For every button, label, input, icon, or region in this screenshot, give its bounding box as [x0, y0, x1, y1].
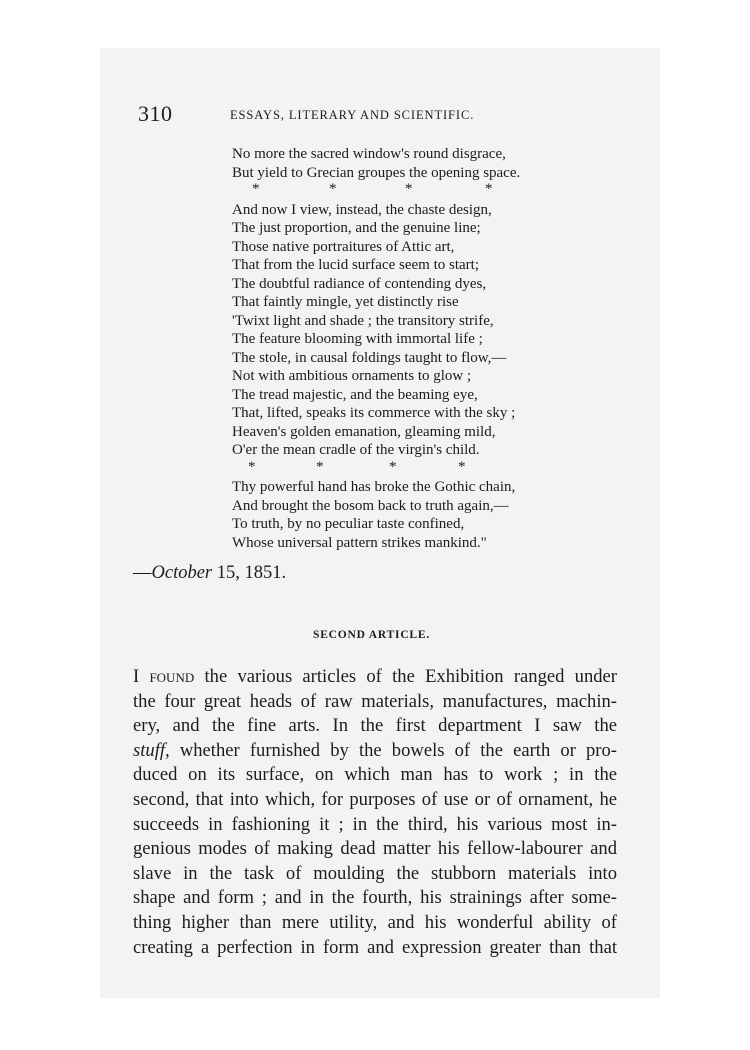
asterisk: * — [252, 181, 260, 197]
dateline-dash: — — [133, 563, 152, 583]
italic-word: stuff, — [133, 739, 170, 761]
body-line-text: whether furnished by the bowels of the earth or pro- — [169, 739, 617, 761]
body-line: genious modes of making dead matter his fellow-labourer and — [133, 838, 617, 860]
body-line — [133, 739, 617, 764]
asterism — [232, 460, 572, 479]
dateline-day-year: 15, 1851. — [212, 563, 287, 583]
poem-line: No more the sacred window's round disgrace, — [232, 146, 506, 162]
poem-line: That faintly mingle, yet distinctly rise — [232, 294, 459, 310]
poem-line: The tread majestic, and the beaming eye, — [232, 386, 478, 403]
poem-line: And now I view, instead, the chaste design, — [232, 201, 492, 218]
poem-line: That from the lucid surface seem to start; — [232, 257, 479, 273]
drop-lead: I found — [133, 666, 195, 687]
asterisk: * — [485, 181, 493, 197]
poem-line: Whose universal pattern strikes mankind." — [232, 534, 487, 551]
poem-line: The just proportion, and the genuine line; — [232, 220, 481, 236]
poem-line: Heaven's golden emanation, gleaming mild, — [232, 423, 496, 440]
poem-line: And brought the bosom back to truth again,— — [232, 497, 509, 514]
body-line: shape and form ; and in the fourth, his strainings after some- — [133, 887, 617, 909]
body-line: creating a perfection in form and expression greater than that — [133, 936, 617, 958]
asterisk: * — [389, 458, 397, 475]
asterisk: * — [458, 458, 466, 475]
poem-line: The stole, in causal foldings taught to flow,— — [232, 349, 507, 366]
poem-line: That, lifted, speaks its commerce with the sky ; — [232, 405, 516, 421]
dateline — [133, 563, 286, 584]
poem-line: 'Twixt light and shade ; the transitory strife, — [232, 312, 494, 329]
poem-block — [232, 145, 572, 552]
dateline-month: October — [151, 563, 213, 583]
body-line: duced on its surface, on which man has to work ; in the — [133, 764, 617, 786]
asterism — [232, 182, 572, 201]
body-line: succeeds in fashioning it ; in the third, his various most in- — [133, 813, 617, 835]
asterisk: * — [316, 458, 324, 475]
body-line: thing higher than mere utility, and his wonderful ability of — [133, 911, 617, 933]
poem-line: The feature blooming with immortal life ; — [232, 331, 483, 347]
body-line: second, that into which, for purposes of use or of ornament, he — [133, 788, 617, 810]
poem-line: Those native portraitures of Attic art, — [232, 238, 455, 255]
body-paragraph — [133, 665, 617, 960]
body-line: the four great heads of raw materials, manufactures, machin- — [133, 690, 617, 712]
poem-line: O'er the mean cradle of the virgin's child. — [232, 442, 480, 458]
poem-line: The doubtful radiance of contending dyes, — [232, 275, 487, 292]
body-line: slave in the task of moulding the stubborn materials into — [133, 862, 617, 884]
poem-line: To truth, by no peculiar taste confined, — [232, 516, 465, 532]
section-title: SECOND ARTICLE. — [313, 629, 431, 641]
asterisk: * — [248, 458, 256, 475]
poem-line: Thy powerful hand has broke the Gothic chain, — [232, 479, 516, 495]
running-title: ESSAYS, LITERARY AND SCIENTIFIC. — [230, 108, 475, 122]
poem-line: Not with ambitious ornaments to glow ; — [232, 368, 472, 384]
asterisk: * — [405, 181, 413, 197]
body-line: ery, and the fine arts. In the first department I saw the — [133, 715, 617, 737]
body-line — [133, 665, 617, 690]
asterisk: * — [329, 181, 337, 197]
poem-line: But yield to Grecian groupes the opening space. — [232, 164, 521, 181]
page-number: 310 — [138, 101, 173, 126]
body-line-text: the various articles of the Exhibition ranged under — [194, 666, 617, 687]
